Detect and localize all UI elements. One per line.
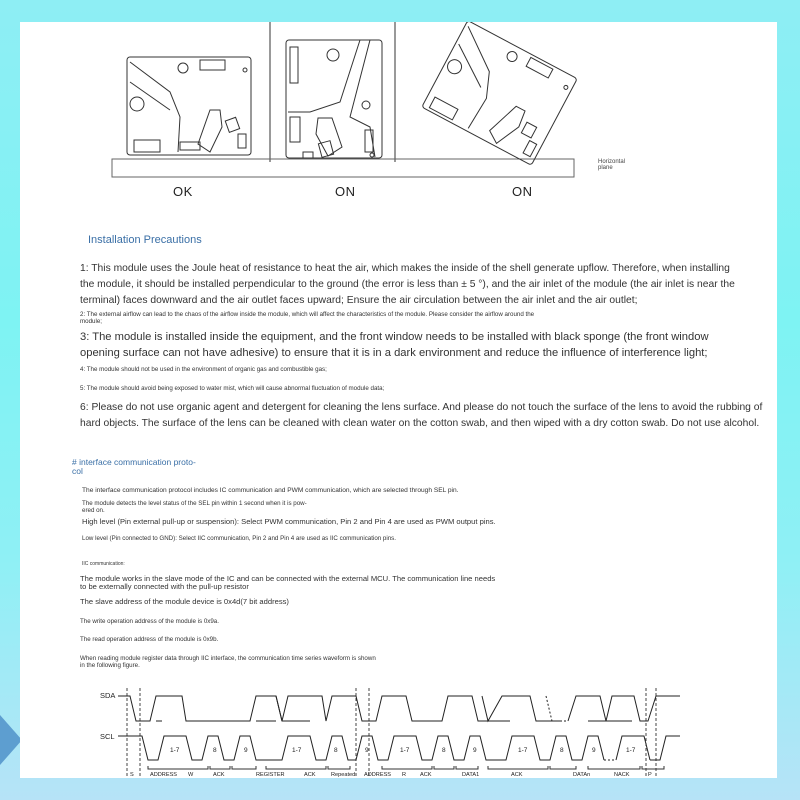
waveform-desc-line-2: in the following figure. [80,662,140,669]
detect-line-2: ered on. [82,507,105,514]
clock-label: 8 [334,747,338,754]
document-panel [20,22,777,778]
interface-protocol-title [72,458,196,476]
clock-label: 9 [365,747,369,754]
segment-label-register: REGISTER [256,772,285,778]
precaution-1-line-2: the module, it should be installed perpendicular to the ground (the error is less than ± 5 °), and the air inlet of the module (the air inlet is near the [80,279,735,290]
clock-label: 8 [442,747,446,754]
slave-address: The slave address of the module device is 0x4d(7 bit address) [80,597,289,606]
precaution-6-line-1: 6: Please do not use organic agent and detergent for cleaning the lens surface. And please do not touch the surface of the lens to avoid the rubbing of [80,402,763,413]
segment-label-datan: DATAn [573,772,591,778]
detect-line-1: The module detects the level status of the SEL pin within 1 second when it is pow- [82,500,307,507]
precaution-2-line-1: 2: The external airflow can lead to the chaos of the airflow inside the module, which will affect the characteristics of the module. Please consider the airflow around the [80,311,535,318]
sel-pin-detection [82,500,307,514]
precaution-1-line-3: terminal) faces downward and the air outlet faces upward; Ensure the air circulation between the air inlet and the air outlet; [80,295,638,306]
clock-label: 9 [592,747,596,754]
clock-label: 8 [213,747,217,754]
orientation-label-on-vertical: ON [335,184,356,199]
iic-timing-waveform [20,670,777,778]
precaution-item-2 [80,311,534,325]
segment-label-address: ADDRESS [364,772,392,778]
waveform-description [80,655,376,669]
orientation-label-on-tilted: ON [512,184,533,199]
slave-mode-line-1: The module works in the slave mode of the IC and can be connected with the external MCU. The communication line needs [80,574,496,583]
precaution-item-3 [80,329,709,361]
segment-label-start: S [130,772,134,778]
plane-label-line1: Horizontal [598,159,626,165]
interface-title-line-1: # interface communication proto- [72,457,196,467]
decorative-corner-shape [0,715,22,765]
orientation-label-ok: OK [173,184,193,199]
clock-label: 8 [560,747,564,754]
precaution-item-4: 4: The module should not be used in the environment of organic gas and combustible gas; [80,366,327,373]
segment-label-write: W [188,772,194,778]
segment-label-ack: ACK [304,772,316,778]
precaution-1-line-1: 1: This module uses the Joule heat of resistance to heat the air, which makes the inside of the shell generate upflow. Therefore, when installing [80,263,730,274]
low-level-iic-mode: Low level (Pin connected to GND): Select IIC communication, Pin 2 and Pin 4 are used as IIC communication pins. [82,535,396,542]
clock-label: 9 [473,747,477,754]
module-orientation-drawing [20,22,777,182]
segment-label-ack: ACK [213,772,225,778]
precaution-6-line-2: hard objects. The surface of the lens can be cleaned with clean water on the cotton swab, and then wiped with a dry cotton swab. Do not use alcohol. [80,418,760,429]
interface-intro: The interface communication protocol includes IC communication and PWM communication, which are selected through SEL pin. [82,487,459,494]
segment-label-ack: ACK [511,772,523,778]
clock-label: 1-7 [518,747,528,754]
segment-label-address: ADDRESS [150,772,178,778]
clock-label: 9 [244,747,248,754]
mounting-orientation-figure [20,22,777,222]
scl-label: SCL [100,732,115,741]
write-address: The write operation address of the module is 0x9a. [80,618,219,625]
precaution-3-line-1: 3: The module is installed inside the equipment, and the front window needs to be installed with black sponge (the front window [80,331,709,343]
segment-label-ack: ACK [420,772,432,778]
slave-mode-line-2: to be externally connected with the pull-up resistor [80,581,249,591]
clock-label: 1-7 [626,747,636,754]
precaution-3-line-2: opening surface can not have adhesive) to ensure that it is in a dark environment and reduce the influence of interference light; [80,347,708,359]
sda-label: SDA [100,691,116,700]
precaution-item-1 [80,261,735,309]
segment-label-stop: P [648,772,652,778]
waveform-desc-line-1: When reading module register data through IIC interface, the communication time series waveform is shown [80,655,376,662]
installation-precautions-title: Installation Precautions [88,234,202,246]
interface-title-line-2: col [72,466,83,476]
precaution-item-5: 5: The module should avoid being exposed to water mist, which will cause abnormal fluctuation of module data; [80,385,385,392]
high-level-pwm-mode: High level (Pin external pull-up or suspension): Select PWM communication, Pin 2 and Pin 4 are used as PWM output pins. [82,517,496,526]
read-address: The read operation address of the module is 0x9b. [80,636,219,643]
slave-mode-description [80,575,495,590]
segment-label-repeated-start: Repeated [331,772,356,778]
clock-label: 1-7 [400,747,410,754]
segment-label-nack: NACK [614,772,630,778]
precaution-2-line-2: module; [80,318,103,325]
precaution-item-6 [80,400,762,432]
segment-label-data1: DATA1 [462,772,480,778]
plane-label-line2: plane [598,165,613,171]
clock-label: 1-7 [170,747,180,754]
iic-communication-heading: IIC communication: [82,561,125,567]
clock-label: 1-7 [292,747,302,754]
segment-label-read: R [402,772,407,778]
horizontal-plane-label [598,159,625,171]
